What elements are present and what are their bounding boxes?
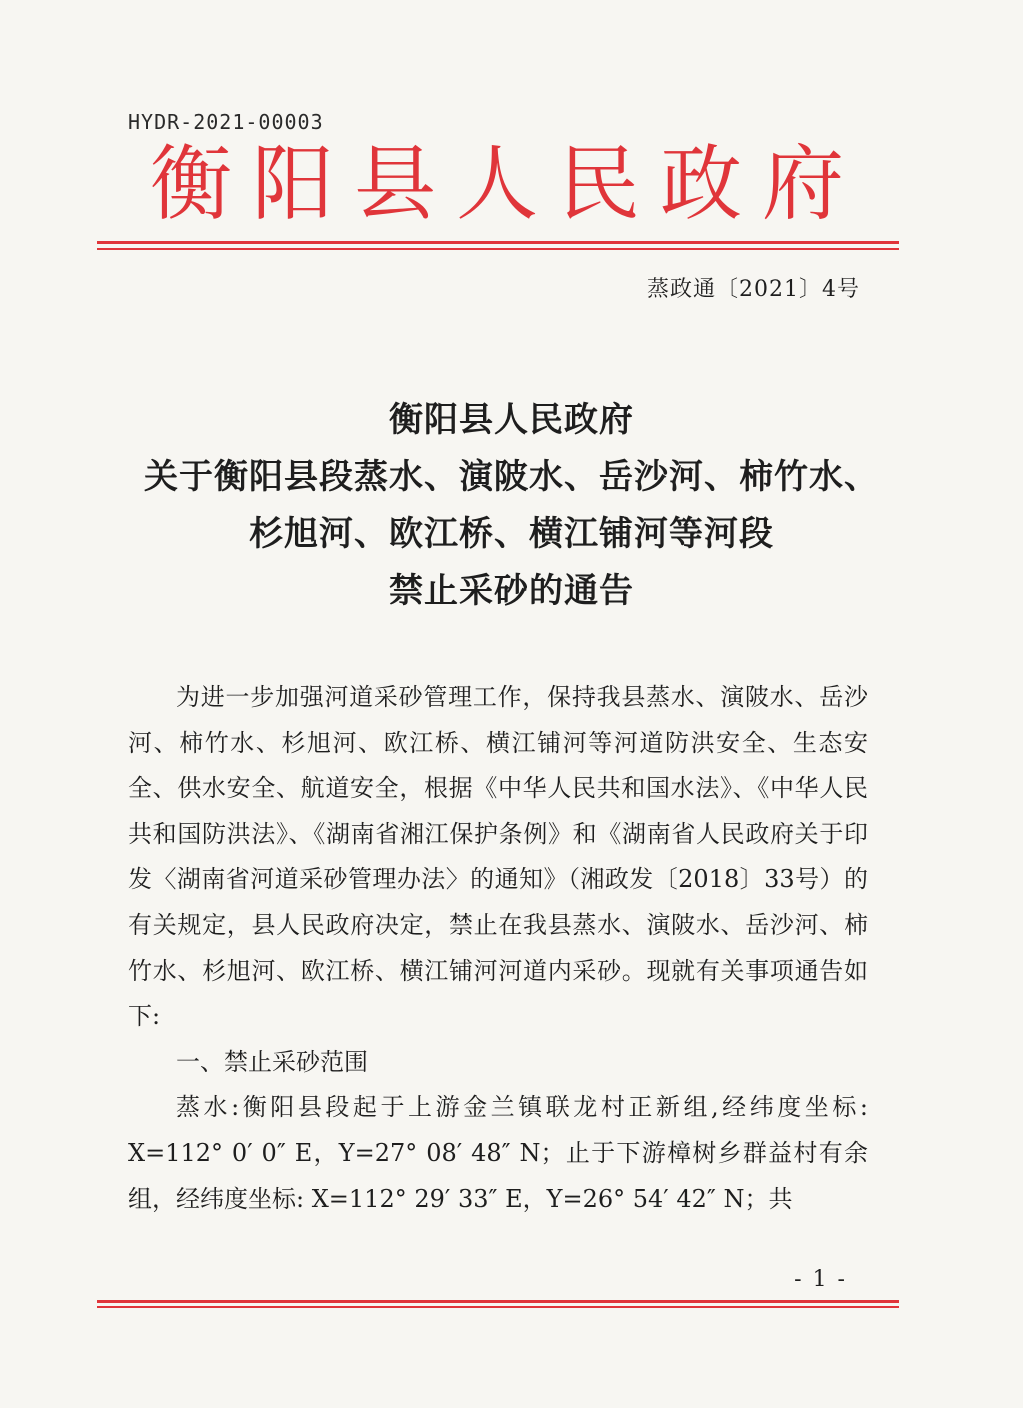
notice-title <box>80 392 943 620</box>
footer-red-rule-thick <box>97 1300 899 1303</box>
header-red-rule-thick <box>97 241 899 244</box>
section-1-paragraph: 蒸水:衡阳县段起于上游金兰镇联龙村正新组,经纬度坐标: X=112° 0′ 0″ E，Y=27° 08′ 48″ N；止于下游樟树乡群益村有余组，经纬度坐标: X=112° 29′ 33″ E，Y=26° 54′ 42″ N；共 <box>128 1093 868 1213</box>
page-number: - 1 - <box>794 1267 847 1292</box>
title-line-1: 衡阳县人民政府 <box>389 400 634 440</box>
footer-red-rule-thin <box>97 1306 899 1308</box>
section-1-heading: 一、禁止采砂范围 <box>176 1047 368 1076</box>
title-line-4: 禁止采砂的通告 <box>389 571 634 611</box>
issuer-header: 衡阳县人民政府 <box>150 137 850 232</box>
notice-body <box>128 675 868 1222</box>
title-line-3: 杉旭河、欧江桥、横江铺河等河段 <box>249 514 774 554</box>
document-number: 蒸政通〔2021〕4号 <box>647 277 860 302</box>
intro-paragraph: 为进一步加强河道采砂管理工作，保持我县蒸水、演陂水、岳沙河、柿竹水、杉旭河、欧江桥、横江铺河等河道防洪安全、生态安全、供水安全、航道安全，根据《中华人民共和国水法》、《中华人民共和国防洪法》、《湖南省湘江保护条例》和《湖南省人民政府关于印发〈湖南省河道采砂管理办法〉的通知》（湘政发〔2018〕33号）的有关规定，县人民政府决定，禁止在我县蒸水、演陂水、岳沙河、柿竹水、杉旭河、欧江桥、横江铺河河道内采砂。现就有关事项通告如下: <box>128 683 868 1031</box>
title-line-2: 关于衡阳县段蒸水、演陂水、岳沙河、柿竹水、 <box>144 457 879 497</box>
header-red-rule-thin <box>97 248 899 250</box>
document-id: HYDR-2021-00003 <box>128 110 324 134</box>
